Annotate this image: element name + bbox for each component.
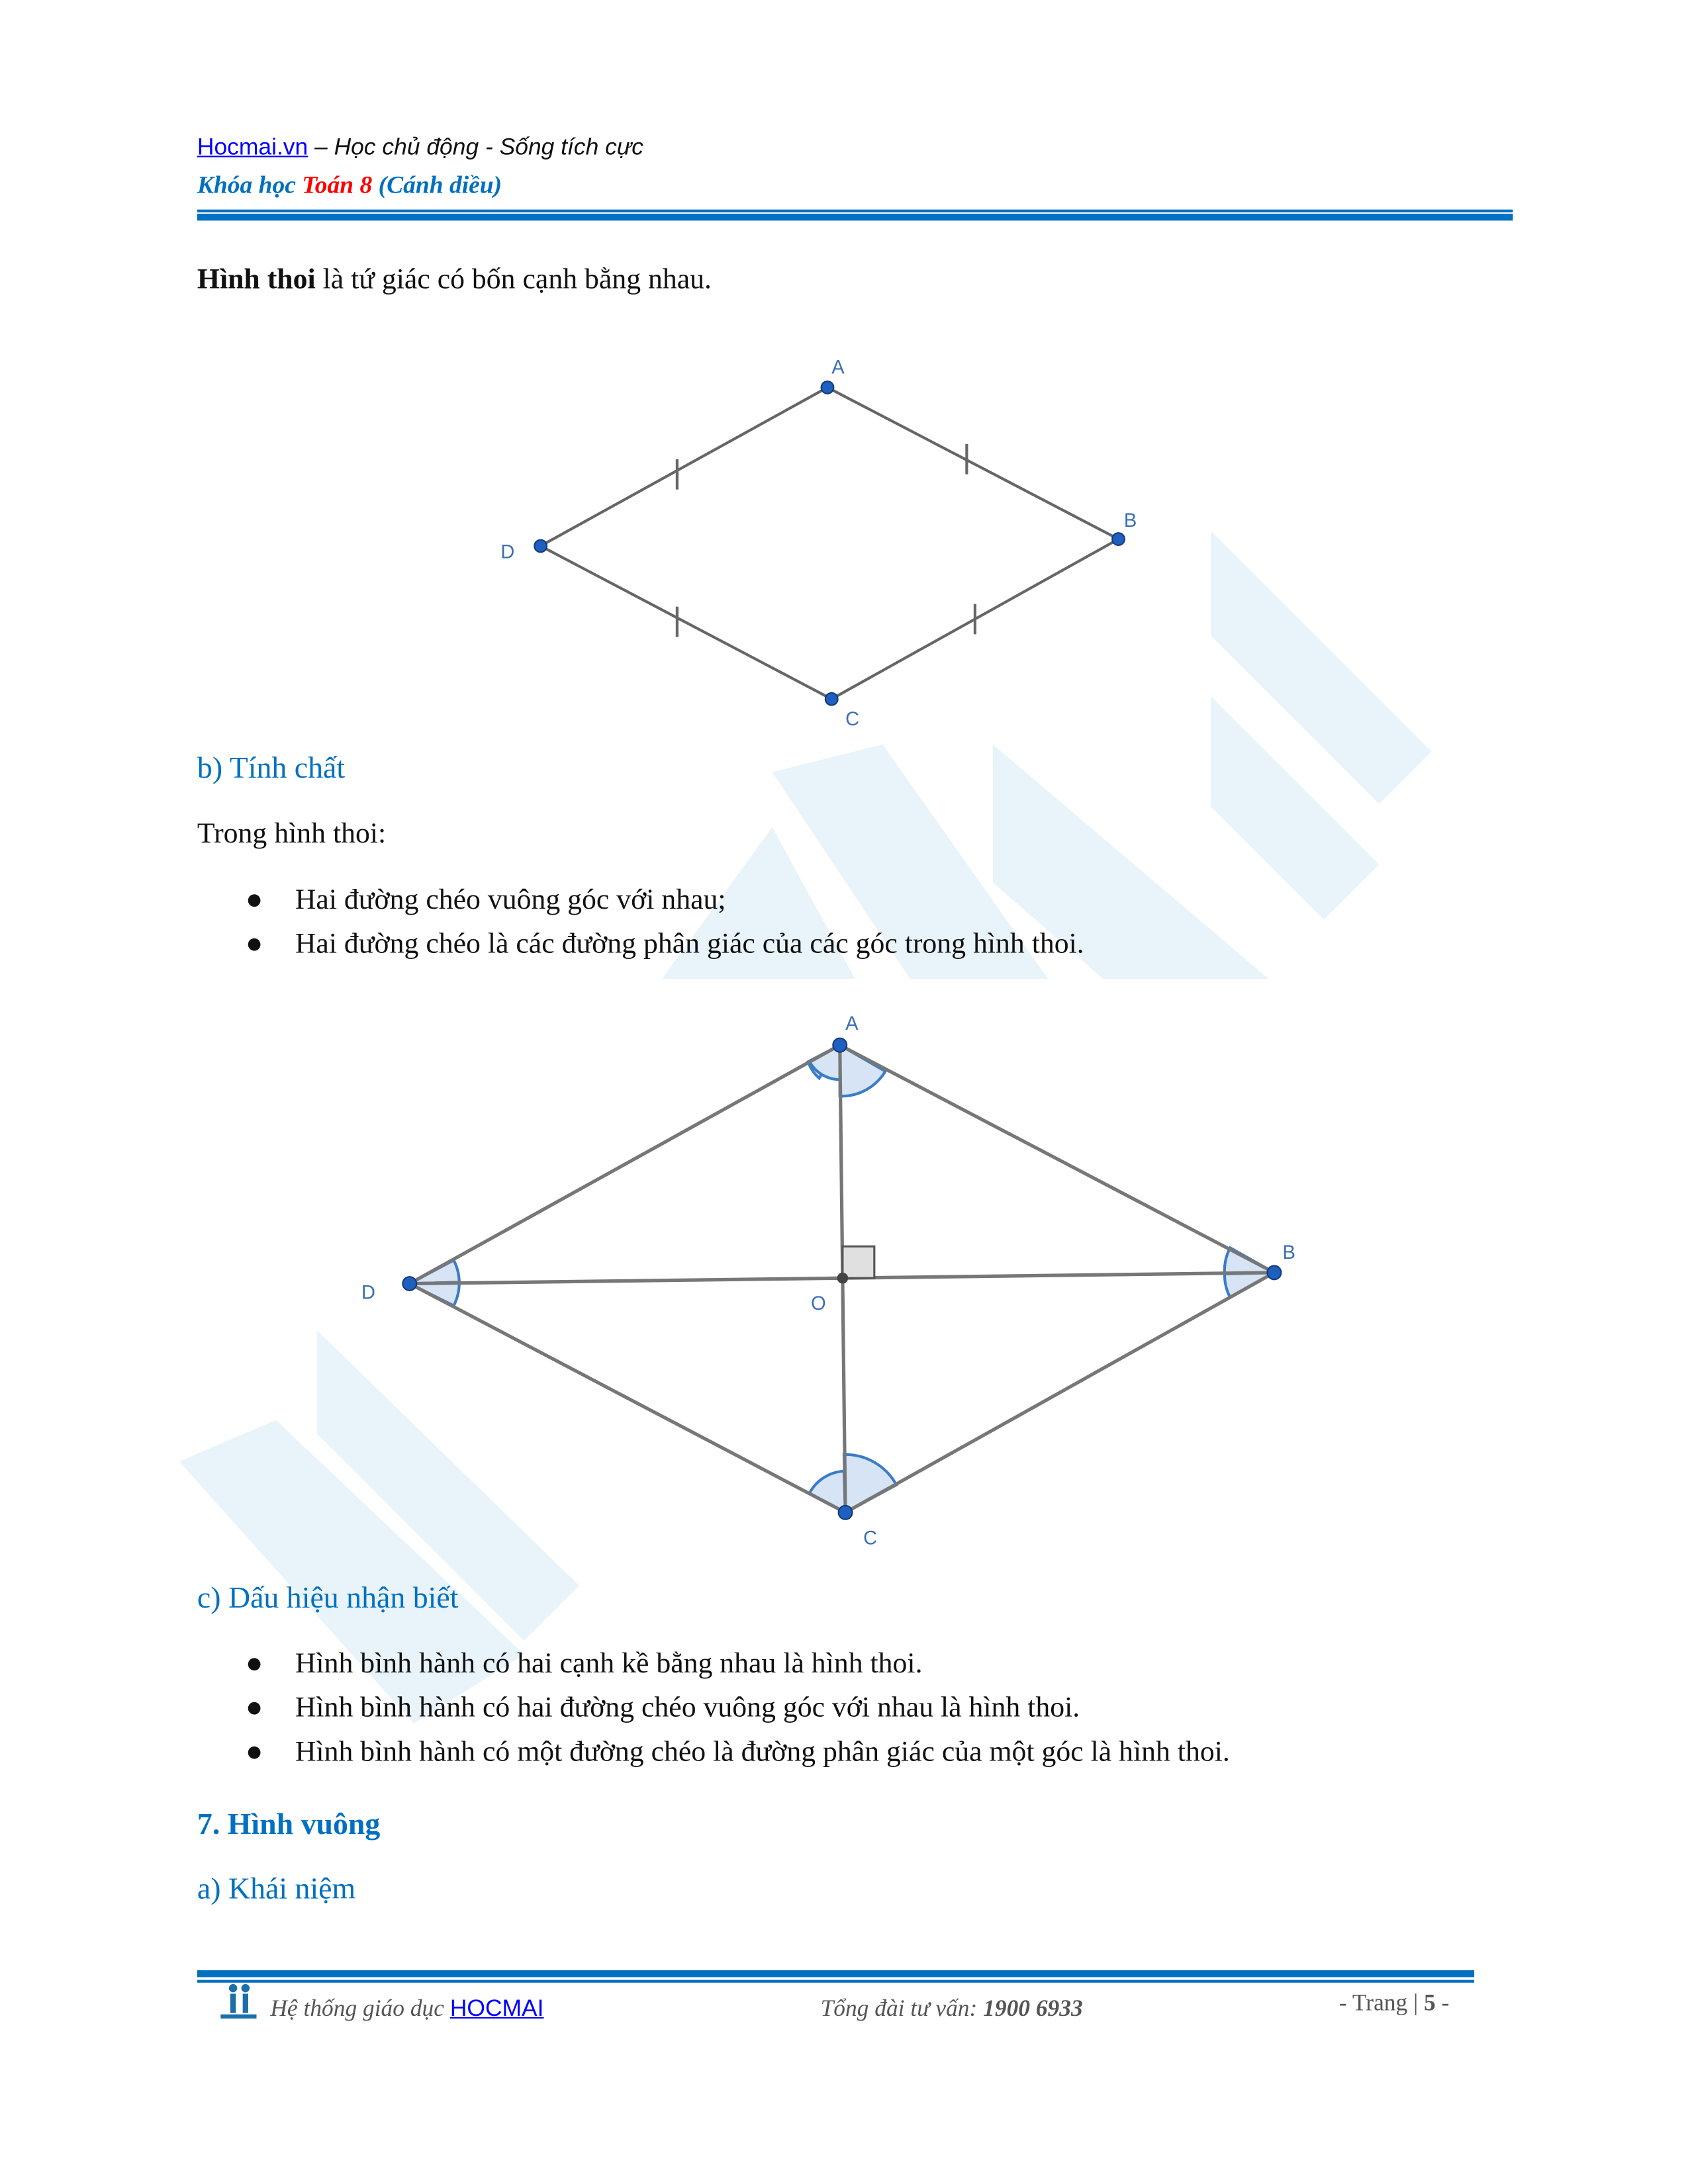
label-b: B [1123,510,1137,531]
course-suffix: (Cánh diều) [372,171,502,199]
page-prefix: - Trang | [1338,1989,1425,2016]
list-item [245,1646,923,1680]
slogan: – Học chủ động - Sống tích cực [308,134,643,160]
footer-system-text: Hệ thống giáo dục [270,1995,450,2022]
section-7-heading: 7. Hình vuông [197,1806,381,1841]
label-d: D [500,541,515,563]
right-angle-mark [843,1246,874,1278]
hotline-label: Tổng đài tư vấn: [820,1995,984,2022]
point-d [402,1277,416,1291]
hocmai-link[interactable]: HOCMAI [449,1995,544,2022]
footer-rule-thick [197,1970,1474,1977]
page-number-value: 5 [1424,1989,1436,2016]
section-c-heading: c) Dấu hiệu nhận biết [197,1580,459,1615]
footer-rule-thin [197,1980,1474,1983]
point-o [837,1273,849,1284]
list-item-text: Hình bình hành có một đường chéo là đường phân giác của một góc là hình thoi. [295,1734,1230,1768]
course-prefix: Khóa học [197,171,303,199]
list-item [245,1690,1080,1725]
label-a: A [831,357,845,379]
point-a [833,1038,847,1052]
point-b [1268,1265,1282,1279]
list-item [245,1734,1230,1769]
point-c [839,1506,853,1520]
bullet-icon: ● [245,926,263,960]
definition-text: là tứ giác có bốn cạnh bằng nhau. [315,261,712,295]
list-item-text: Hình bình hành có hai cạnh kề bằng nhau là hình thoi. [295,1646,923,1680]
properties-intro: Trong hình thoi: [197,816,387,850]
list-item-text: Hai đường chéo là các đường phân giác của các góc trong hình thoi. [295,926,1084,960]
bullet-icon: ● [245,1690,263,1724]
angle-arc [810,1471,845,1512]
label-b: B [1282,1242,1295,1264]
label-d: D [361,1282,375,1304]
bullet-icon: ● [245,1734,263,1768]
section-b-heading: b) Tính chất [197,750,346,785]
term: Hình thoi [197,261,316,295]
page-suffix: - [1435,1989,1450,2016]
hocmai-logo-icon [218,1983,259,2021]
course-subject: Toán 8 [302,171,373,199]
site-link[interactable]: Hocmai.vn [197,134,308,160]
section-a-heading: a) Khái niệm [197,1871,356,1906]
label-a: A [845,1013,859,1035]
angle-arc [840,1045,886,1096]
list-item-text: Hình bình hành có hai đường chéo vuông góc với nhau là hình thoi. [295,1690,1080,1724]
page-number [1339,1989,1450,2017]
bullet-icon: ● [245,882,263,916]
angle-arc [844,1455,896,1513]
footer-system [270,1995,543,2023]
list-item-text: Hai đường chéo vuông góc với nhau; [295,882,726,916]
label-c: C [863,1527,878,1549]
hotline-number: 1900 6933 [983,1995,1083,2022]
label-o: O [810,1293,826,1315]
bullet-icon: ● [245,1646,263,1680]
footer-hotline [821,1995,1083,2023]
label-c: C [845,708,860,730]
